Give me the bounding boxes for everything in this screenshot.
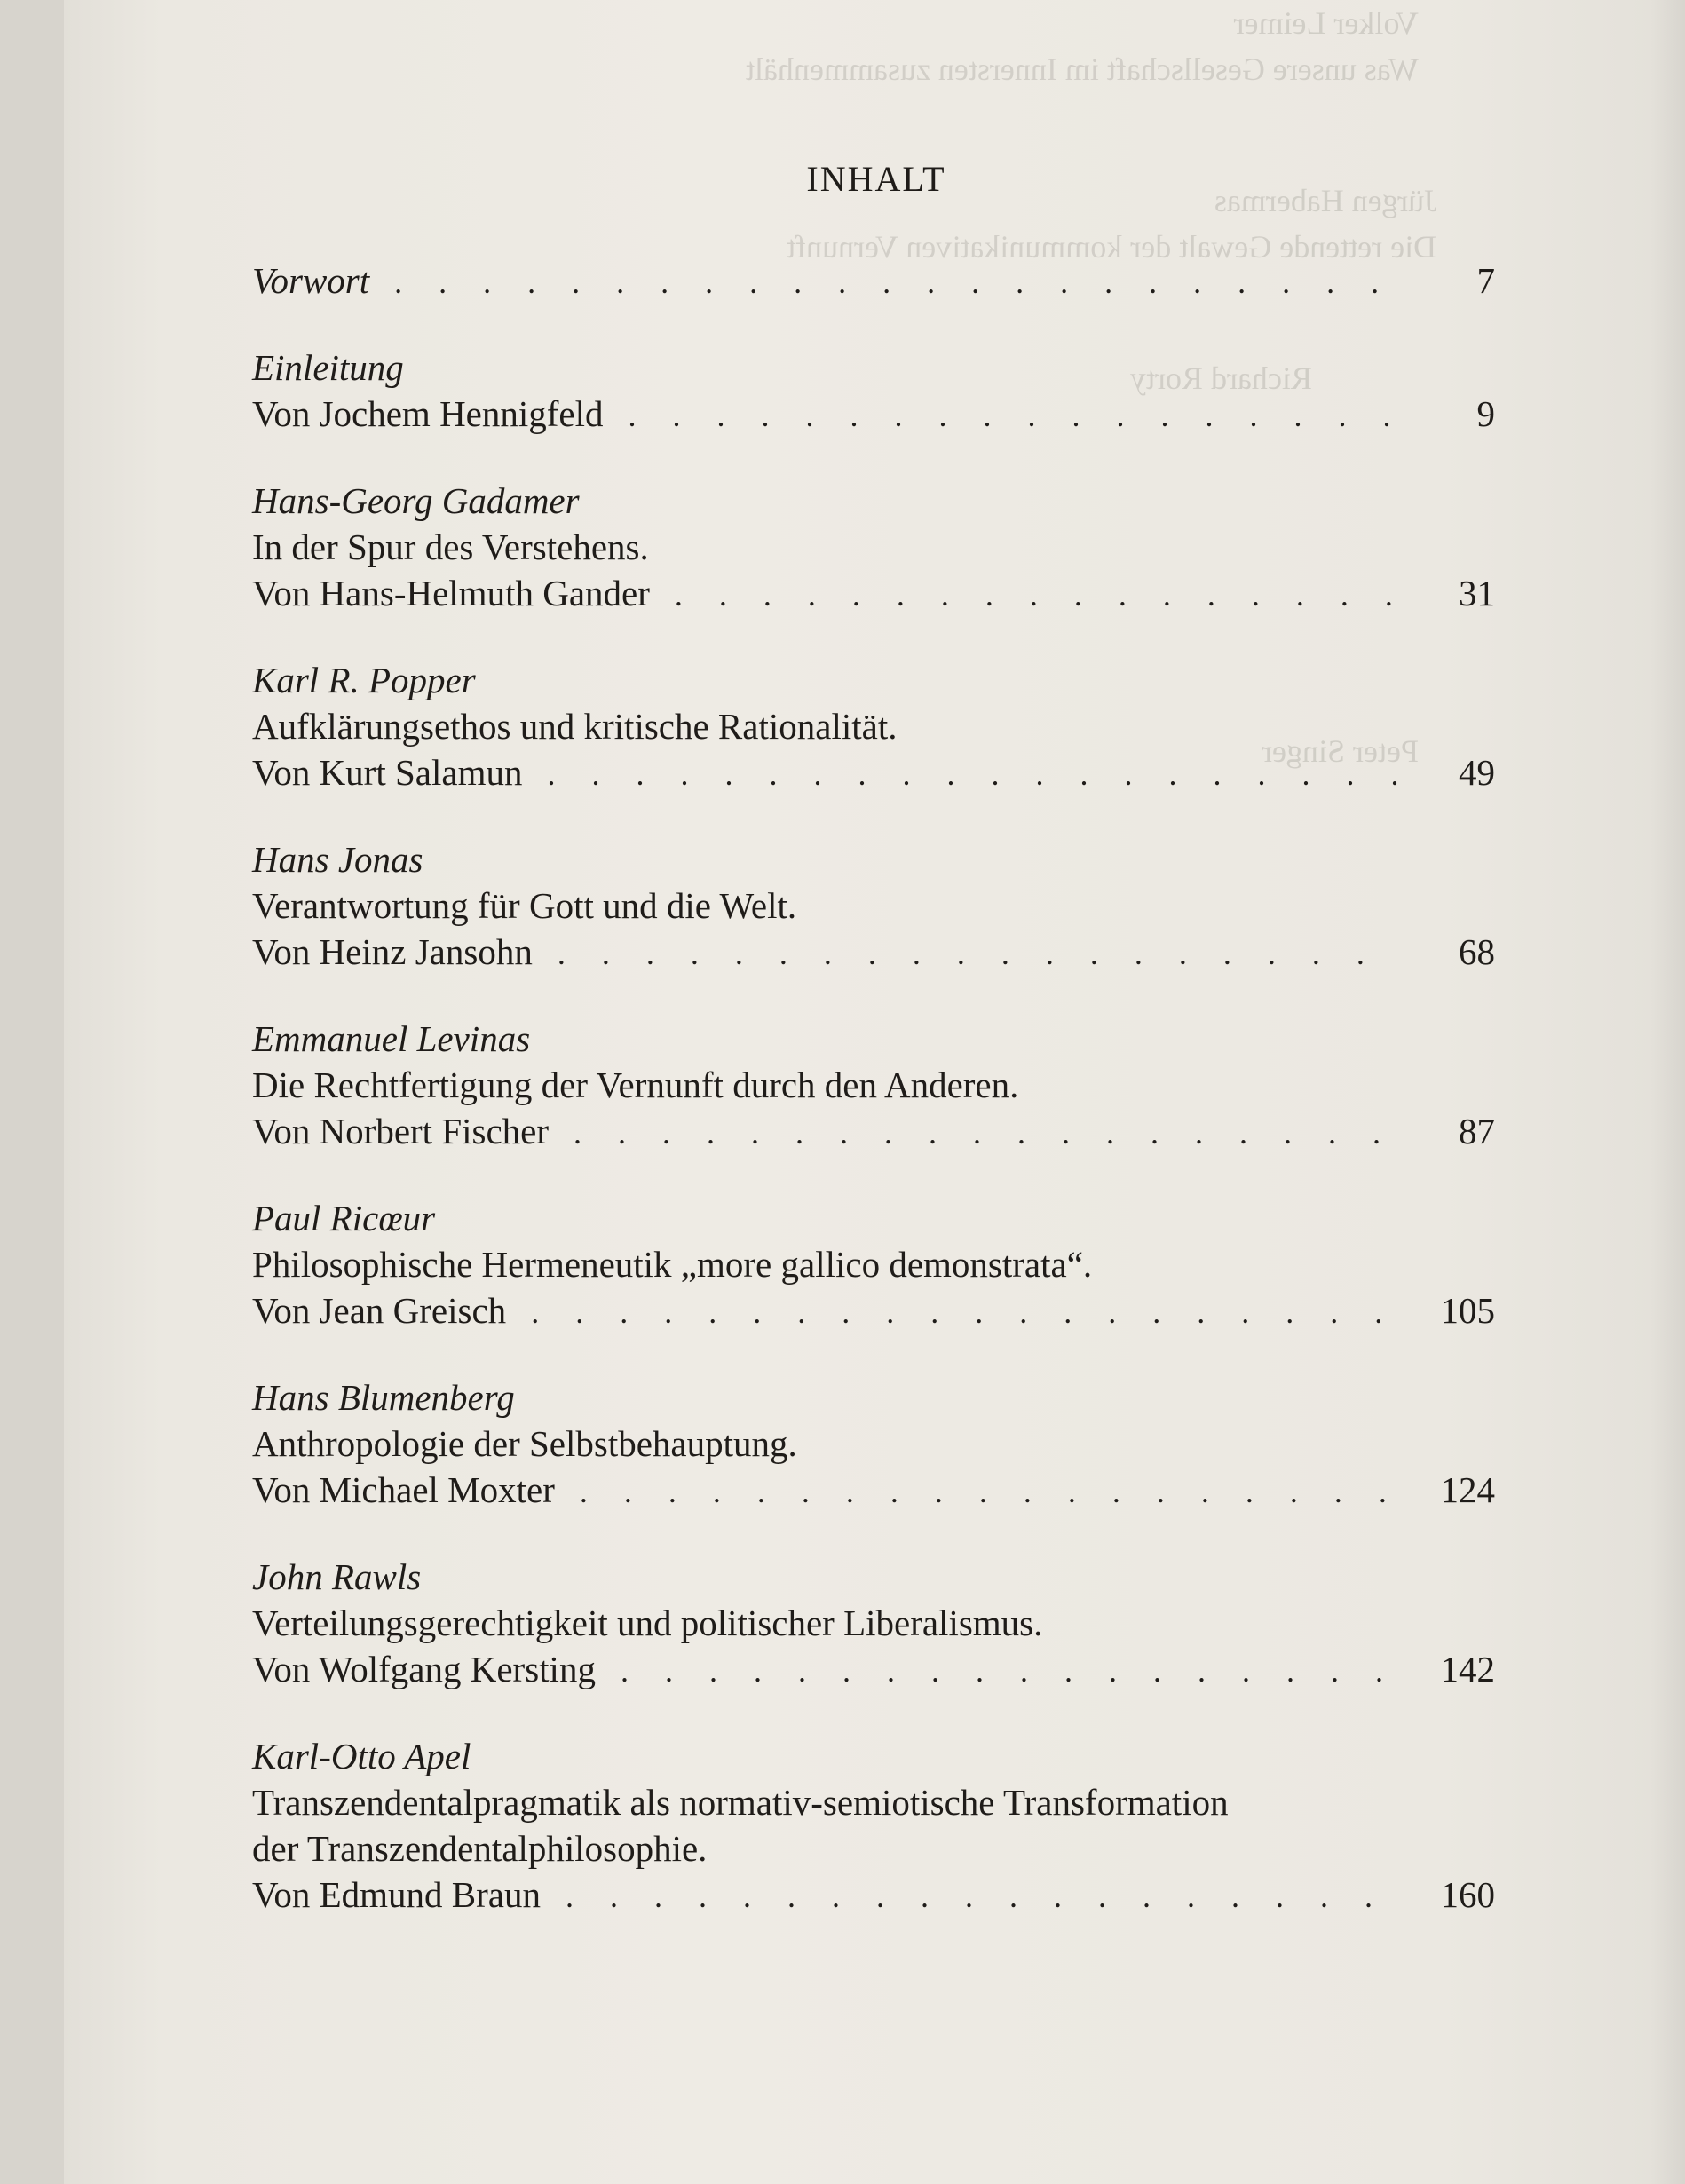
toc-line (252, 1287, 1495, 1335)
toc-entry-author: Hans Blumenberg (252, 1377, 515, 1418)
toc-entry (252, 1195, 1495, 1335)
toc-entry-title: Philosophische Hermeneutik „more gallico demonstrata“. (252, 1244, 1093, 1285)
toc-entry-author: Karl-Otto Apel (252, 1736, 471, 1776)
toc-entry-title: Aufklärungsethos und kritische Rationalität. (252, 706, 898, 747)
page-number: 9 (1476, 393, 1495, 434)
toc-entry-author: Hans-Georg Gadamer (252, 480, 580, 521)
toc-line (252, 1108, 1495, 1156)
toc-entry (252, 836, 1495, 977)
page-number: 105 (1440, 1290, 1495, 1331)
page-number: 87 (1459, 1111, 1495, 1151)
toc-entry (252, 344, 1495, 439)
dot-leader (566, 1873, 1399, 1919)
toc-entry-author: Paul Ricœur (252, 1198, 436, 1238)
dot-leader (394, 259, 1399, 305)
toc-entry-author: Karl R. Popper (252, 660, 476, 700)
toc-entry-author: John Rawls (252, 1556, 422, 1597)
page-number: 124 (1440, 1469, 1495, 1510)
toc-entry (252, 1554, 1495, 1694)
toc-entry-title: Vorwort (252, 260, 370, 301)
contributor: Von Kurt Salamun (252, 752, 523, 793)
bleed-through-text: Jürgen Habermas Die rettende Gewalt der kommunikativen Vernunft (786, 183, 1436, 265)
dot-leader (675, 572, 1399, 618)
table-of-contents (252, 257, 1495, 1958)
dot-leader (574, 1110, 1399, 1156)
dot-leader (531, 1289, 1399, 1335)
toc-entry-author: Einleitung (252, 347, 404, 388)
toc-line (252, 1646, 1495, 1694)
toc-entry-author: Emmanuel Levinas (252, 1018, 531, 1059)
dot-leader (547, 751, 1399, 797)
toc-entry-title: In der Spur des Verstehens. (252, 526, 649, 567)
page-number: 160 (1440, 1874, 1495, 1915)
toc-entry-title: Die Rechtfertigung der Vernunft durch den Anderen. (252, 1064, 1019, 1105)
toc-line (252, 570, 1495, 618)
toc-entry-title-continued: der Transzendentalphilosophie. (252, 1828, 708, 1869)
page-number: 68 (1459, 931, 1495, 972)
bleed-through-text: Richard Rorty (1130, 360, 1312, 396)
toc-entry (252, 478, 1495, 618)
toc-entry (252, 1374, 1495, 1515)
dot-leader (558, 930, 1399, 977)
toc-entry-title: Verteilungsgerechtigkeit und politischer Liberalismus. (252, 1602, 1043, 1643)
contributor: Von Jean Greisch (252, 1290, 507, 1331)
toc-line (252, 929, 1495, 977)
bleed-through-text: Volker Leimer Was unsere Gesellschaft im Innersten zusammenhält (746, 5, 1419, 88)
page-number: 49 (1459, 752, 1495, 793)
toc-entry (252, 657, 1495, 797)
page-edge-shadow (1649, 0, 1685, 2184)
contributor: Von Hans-Helmuth Gander (252, 573, 650, 613)
toc-entry-title: Anthropologie der Selbstbehauptung. (252, 1423, 797, 1464)
toc-line (252, 1467, 1495, 1515)
toc-line (252, 391, 1495, 439)
contributor: Von Jochem Hennigfeld (252, 393, 604, 434)
page-title: INHALT (806, 159, 946, 199)
toc-line (252, 749, 1495, 797)
page-number: 31 (1459, 573, 1495, 613)
contributor: Von Edmund Braun (252, 1874, 541, 1915)
dot-leader (621, 1648, 1399, 1694)
contributor: Von Norbert Fischer (252, 1111, 550, 1151)
toc-entry-title: Verantwortung für Gott und die Welt. (252, 885, 797, 926)
toc-entry (252, 1733, 1495, 1919)
dot-leader (580, 1468, 1399, 1515)
toc-line (252, 1871, 1495, 1919)
toc-entry-author: Hans Jonas (252, 839, 423, 880)
toc-line (252, 257, 1495, 305)
toc-entry-title: Transzendentalpragmatik als normativ-semiotische Transformation (252, 1782, 1229, 1823)
page-number: 7 (1476, 260, 1495, 301)
contributor: Von Michael Moxter (252, 1469, 555, 1510)
toc-entry (252, 257, 1495, 305)
bleed-through-text: Peter Singer (1262, 733, 1419, 769)
toc-entry (252, 1016, 1495, 1156)
dot-leader (629, 392, 1399, 439)
contributor: Von Wolfgang Kersting (252, 1649, 596, 1689)
page-number: 142 (1440, 1649, 1495, 1689)
contributor: Von Heinz Jansohn (252, 931, 533, 972)
book-page (64, 0, 1685, 2184)
